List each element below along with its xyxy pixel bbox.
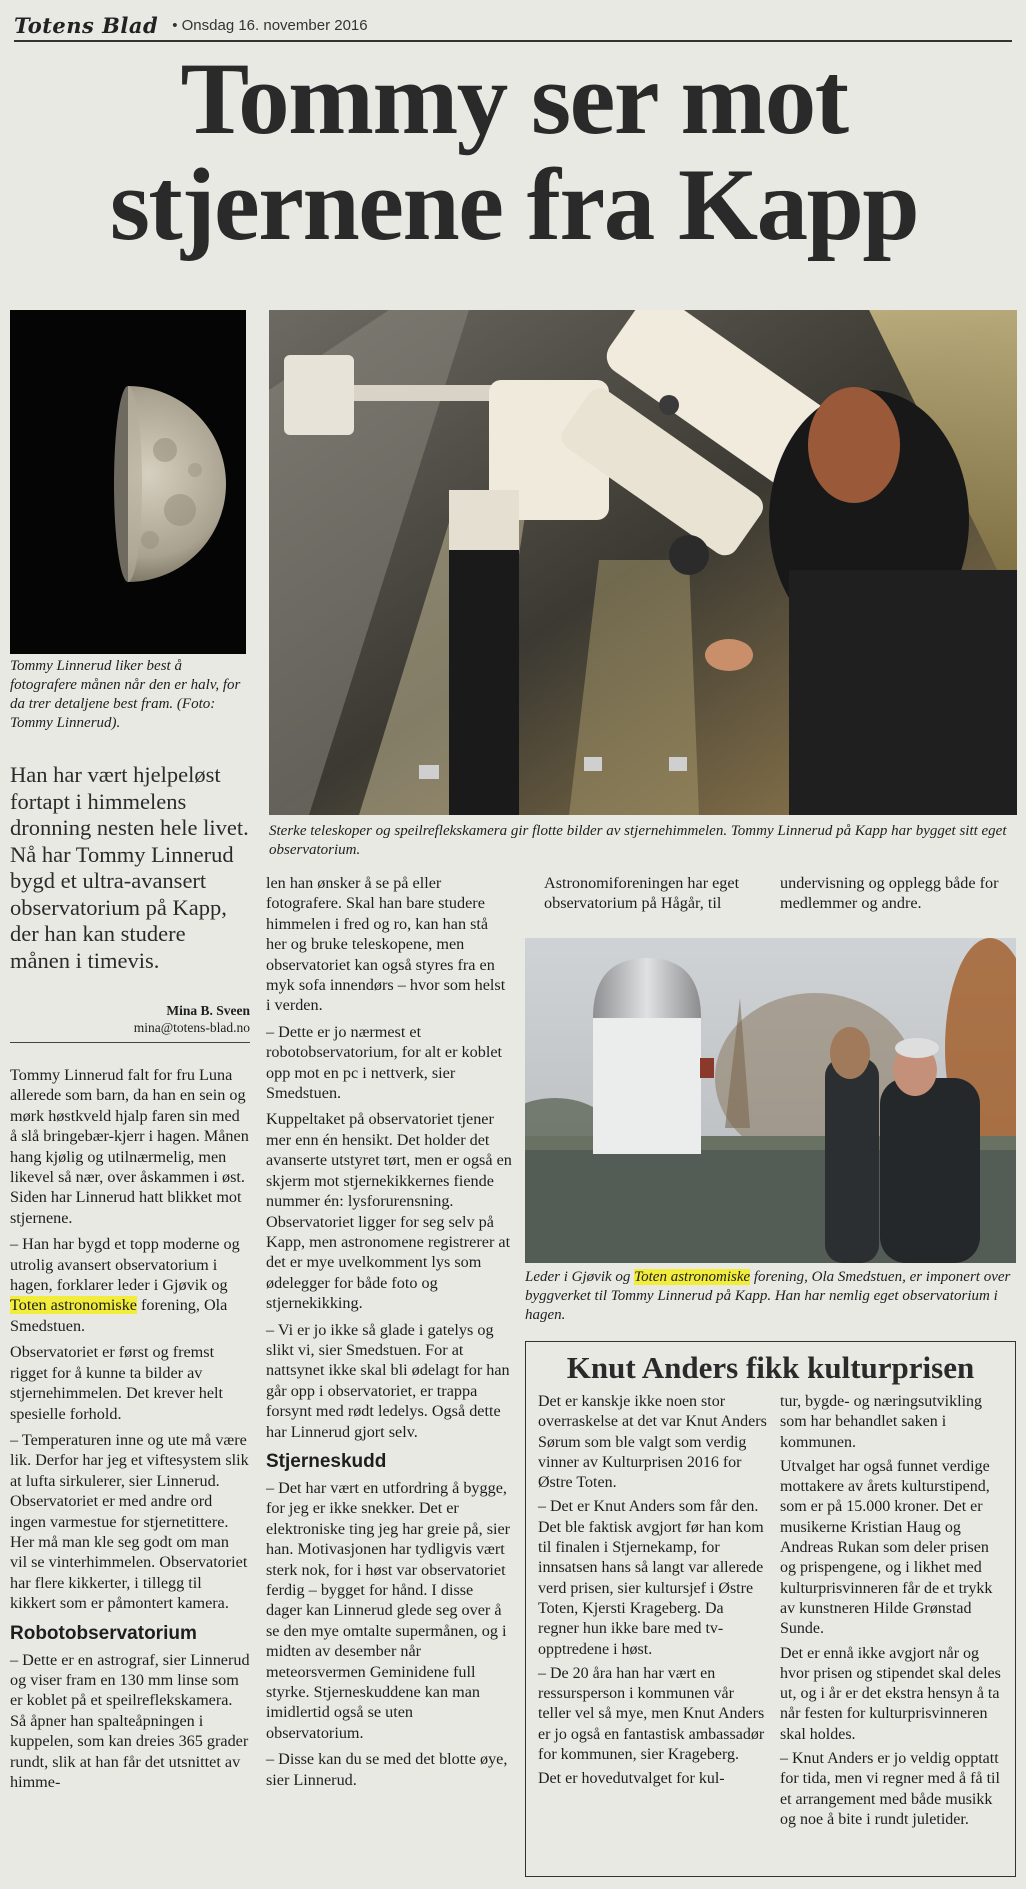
paragraph: Kuppeltaket på observatoriet tjener mer enn én hensikt. Det holder det avanserte utstyret tørt, men er også en skjerm mot stjernekikkernes fiende nummer én: lysforurensning. Observatoriet ligger for seg selv på Kapp, men astronomene registrerer at det er mye uvelkomment lys som ødelegger for både foto og stjernekikking. (266, 1110, 512, 1313)
sidebar-story-column-2 (780, 1392, 1008, 1834)
subheading: Robotobservatorium (10, 1622, 197, 1644)
observatory-photo-caption: Leder i Gjøvik og Toten astronomiske forening, Ola Smedstuen, er imponert over byggverket til Tommy Linnerud på Kapp. Han har nemlig eget observatorium i hagen. (525, 1269, 1011, 1323)
moon-image (10, 310, 246, 654)
paragraph: tur, bygde- og næringsutvikling som har behandlet saken i kommunen. (780, 1393, 983, 1451)
sidebar-story-column-1 (538, 1392, 768, 1794)
publication-date: • Onsdag 16. november 2016 (172, 16, 368, 34)
newspaper-logo: Totens Blad (14, 12, 159, 38)
observatory-photo (525, 938, 1016, 1263)
article-headline (14, 42, 1014, 262)
moon-photo (10, 310, 246, 654)
paragraph: Astronomiforeningen har eget observatorium på Hågår, til (544, 874, 740, 913)
paragraph-with-highlight: – Han har bygd et topp moderne og utrolig avansert observatorium i hagen, forklarer leder i Gjøvik og Toten astronomiske forening, Ola Smedstuen. (10, 1235, 240, 1335)
body-column-2 (266, 873, 512, 1796)
headline-line-2: stjernene fra Kapp (109, 148, 919, 262)
byline-author: Mina B. Sveen (166, 1003, 250, 1018)
paragraph: – Dette er en astrograf, sier Linnerud og viser fram en 130 mm linse som er koblet på et speilreflekskamera. Så åpner han spalteåpningen i kuppelen, som kan dreies 365 grader rundt, slik at han får det utsnittet av himme- (10, 1650, 250, 1791)
paragraph: – Knut Anders er jo veldig opptatt for tida, men vi regner med å få til et arrangement med både musikk og noe å bite i rundt juletider. (780, 1750, 1000, 1828)
body-column-4 (780, 873, 1016, 920)
paragraph: Utvalget har også funnet verdige mottakere av årets kulturstipend, som er på 15.000 kroner. Det er musikerne Kristian Haug og Andreas Rukan som deler prisen og prispengene, og i likhet med kulturprisvinneren får de et trykk av kunstneren Hilde Grønstad Sunde. (780, 1457, 993, 1638)
paragraph: len han ønsker å se på eller fotografere. Skal han bare studere himmelen i fred og ro, kan han stå her og bruke teleskopene, men observatoriet kan også styres fra en myk sofa innendørs – hvor som helst i verden. (266, 874, 506, 1015)
paragraph: – De 20 åra han har vært en ressursperson i kommunen vår teller vel så mye, men Knut Anders er jo også en fantastisk ambassadør for kommunen, sier Krageberg. (538, 1664, 765, 1764)
paragraph: Det er ennå ikke avgjort når og hvor prisen og stipendet skal deles ut, og i år er det ekstra hensyn å ta når festen for kulturprisvinneren skal holdes. (780, 1644, 1001, 1743)
highlighted-text: Toten astronomiske (10, 1296, 137, 1315)
headline-line-1: Tommy ser mot (180, 42, 848, 156)
paragraph: undervisning og opplegg både for medlemmer og andre. (780, 874, 999, 913)
body-column-3 (544, 873, 770, 920)
paragraph: – Vi er jo ikke så glade i gatelys og slikt vi, sier Smedstuen. For at nattsynet ikke skal bli ødelagt for han går opp i observatoriet, er trappa forsynt med rødt ledelys. Også dette har Linnerud gjort selv. (266, 1320, 510, 1441)
byline-email: mina@totens-blad.no (133, 1020, 250, 1035)
paragraph: Tommy Linnerud falt for fru Luna allerede som barn, da han en sein og mørk høstkveld hjalp faren sin med å slå bringebær-kjerr i hagen. Månen hang kjølig og utilnærmelig, men likevel så nær, over åskammen i øst. Siden har Linnerud hatt blikket mot stjernene. (10, 1066, 249, 1227)
paragraph: – Dette er jo nærmest et robotobservatorium, for alt er koblet opp mot en pc i nettverk, sier Smedstuen. (266, 1022, 502, 1103)
telescope-image (269, 310, 1017, 815)
telescope-photo (269, 310, 1017, 815)
byline (10, 1002, 250, 1043)
article-lead: Han har vært hjelpeløst fortapt i himmelens dronning nesten hele livet. Nå har Tommy Linnerud bygd et ultra-avansert observatorium på Kapp, der han kan studere månen i timevis. (10, 762, 249, 973)
moon-photo-caption: Tommy Linnerud liker best å fotografere månen når den er halv, for da trer detaljene best fram. (Foto: Tommy Linnerud). (10, 658, 241, 731)
paragraph: Observatoriet er først og fremst rigget for å kunne ta bilder av stjernehimmelen. Det krever helt spesielle forhold. (10, 1343, 224, 1423)
masthead (14, 10, 1012, 42)
body-column-1 (10, 1065, 250, 1798)
subheading: Stjerneskudd (266, 1450, 387, 1472)
paragraph: Det er hovedutvalget for kul- (538, 1770, 725, 1788)
sidebar-story-title: Knut Anders fikk kulturprisen (566, 1350, 975, 1385)
telescope-photo-caption: Sterke teleskoper og speilreflekskamera gir flotte bilder av stjernehimmelen. Tommy Linnerud på Kapp har bygget sitt eget observatorium. (269, 823, 1007, 858)
observatory-image (525, 938, 1016, 1263)
paragraph: – Disse kan du se med det blotte øye, sier Linnerud. (266, 1750, 508, 1789)
paragraph: – Temperaturen inne og ute må være lik. Derfor har jeg et viftesystem slik at lufta sirkulerer, sier Linnerud. Observatoriet er med andre ord ingen varmestue for stjernetittere. Her må man kle seg godt om man vil se vinterhimmelen. Observatoriet har flere kikkerter, i tillegg til kikkert som er påmontert kamera. (10, 1430, 249, 1613)
paragraph: Det er kanskje ikke noen stor overraskelse at det var Knut Anders Sørum som ble valgt som verdig vinner av Kulturprisen 2016 for Østre Toten. (538, 1393, 767, 1492)
paragraph: – Det er Knut Anders som får den. Det ble faktisk avgjort før han kom til finalen i Stjernekamp, for innsatsen hans så langt var allerede verd prisen, sier kultursjef i Østre Toten, Kjersti Krageberg. Da regner hun ikke bare med tv-opptredene i høst. (538, 1498, 764, 1658)
highlighted-text: Toten astronomiske (634, 1269, 751, 1285)
paragraph: – Det har vært en utfordring å bygge, for jeg er ikke snekker. Det er elektroniske ting jeg har greie på, sier han. Motivasjonen har tydligvis vært sterk nok, for i høst var observatoriet ferdig – bygget for hånd. I disse dager kan Linnerud glede seg over å se den mye omtalte supermånen, og i midten av desember når meteorsvermen Geminidene full styrke. Stjerneskuddene kan man imidlertid også se uten observatorium. (266, 1478, 511, 1742)
sidebar-story-box (525, 1341, 1016, 1877)
